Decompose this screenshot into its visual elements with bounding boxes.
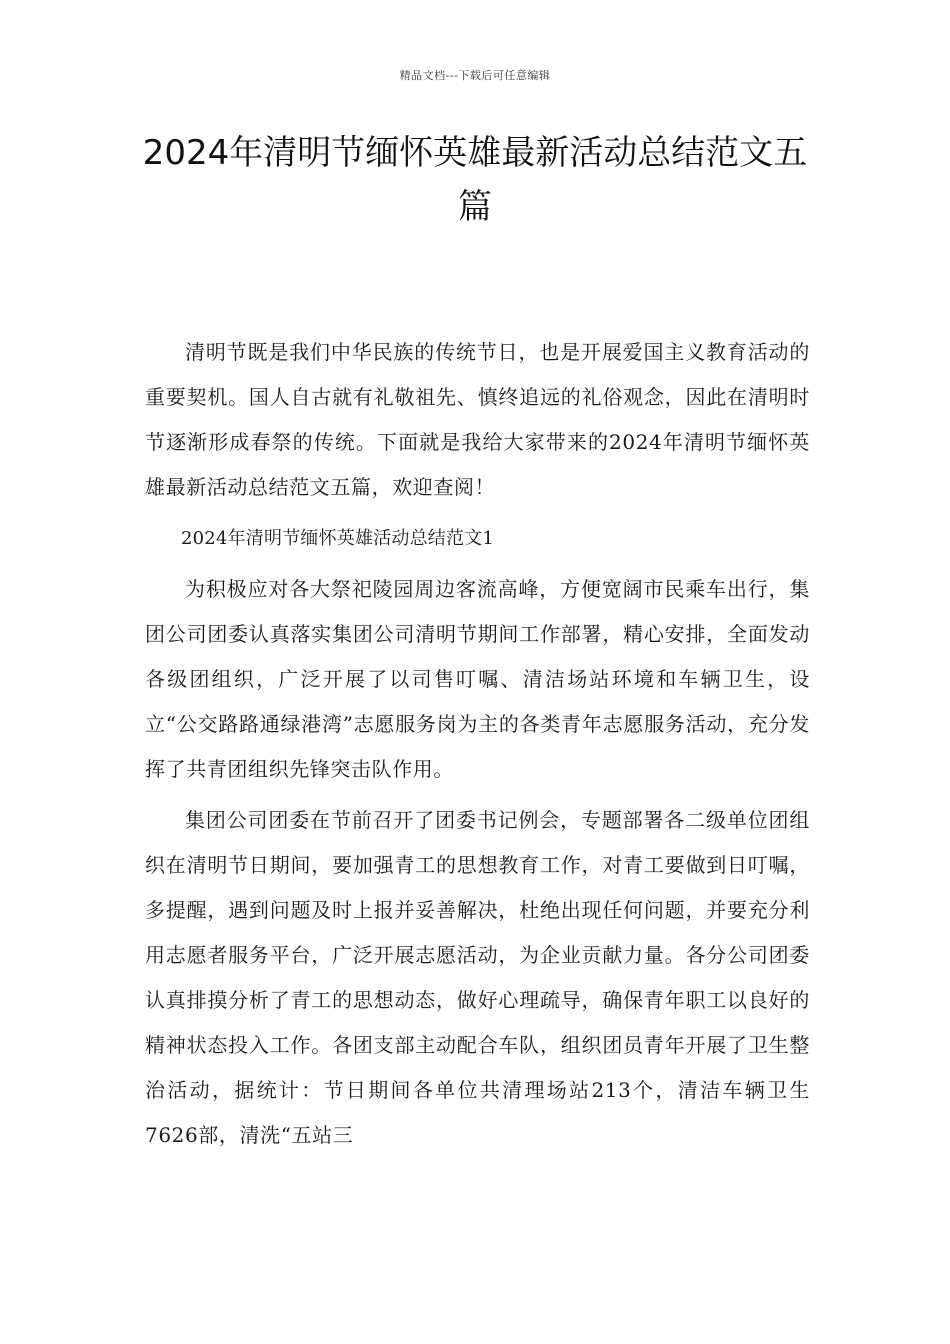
body-paragraph: 集团公司团委在节前召开了团委书记例会，专题部署各二级单位团组织在清明节日期间，要加强青工的思想教育工作，对青工要做到日叮嘱，多提醒，遇到问题及时上报并妥善解决，杜绝出现任何问题，并要充分利用志愿者服务平台，广泛开展志愿活动，为企业贡献力量。各分公司团委认真排摸分析了青工的思想动态，做好心理疏导，确保青年职工以良好的精神状态投入工作。各团支部主动配合车队，组织团员青年开展了卫生整治活动，据统计：节日期间各单位共清理场站213个，清洁车辆卫生7626部，清洗“五站三 — [145, 808, 810, 1147]
intro-paragraph: 清明节既是我们中华民族的传统节日，也是开展爱国主义教育活动的重要契机。国人自古就有礼敬祖先、慎终追远的礼俗观念，因此在清明时节逐渐形成春祭的传统。下面就是我给大家带来的2024年清明节缅怀英雄最新活动总结范文五篇，欢迎查阅！ — [145, 340, 810, 499]
document-body — [145, 330, 810, 1164]
section-heading: 2024年清明节缅怀英雄活动总结范文1 — [181, 528, 495, 549]
header-note: 精品文档---下载后可任意编辑 — [399, 69, 551, 82]
document-title: 2024年清明节缅怀英雄最新活动总结范文五篇 — [142, 133, 808, 227]
body-paragraph: 为积极应对各大祭祀陵园周边客流高峰，方便宽阔市民乘车出行，集团公司团委认真落实集团公司清明节期间工作部署，精心安排，全面发动各级团组织，广泛开展了以司售叮嘱、清洁场站环境和车辆卫生，设立“公交路路通绿港湾”志愿服务岗为主的各类青年志愿服务活动，充分发挥了共青团组织先锋突击队作用。 — [145, 577, 810, 781]
